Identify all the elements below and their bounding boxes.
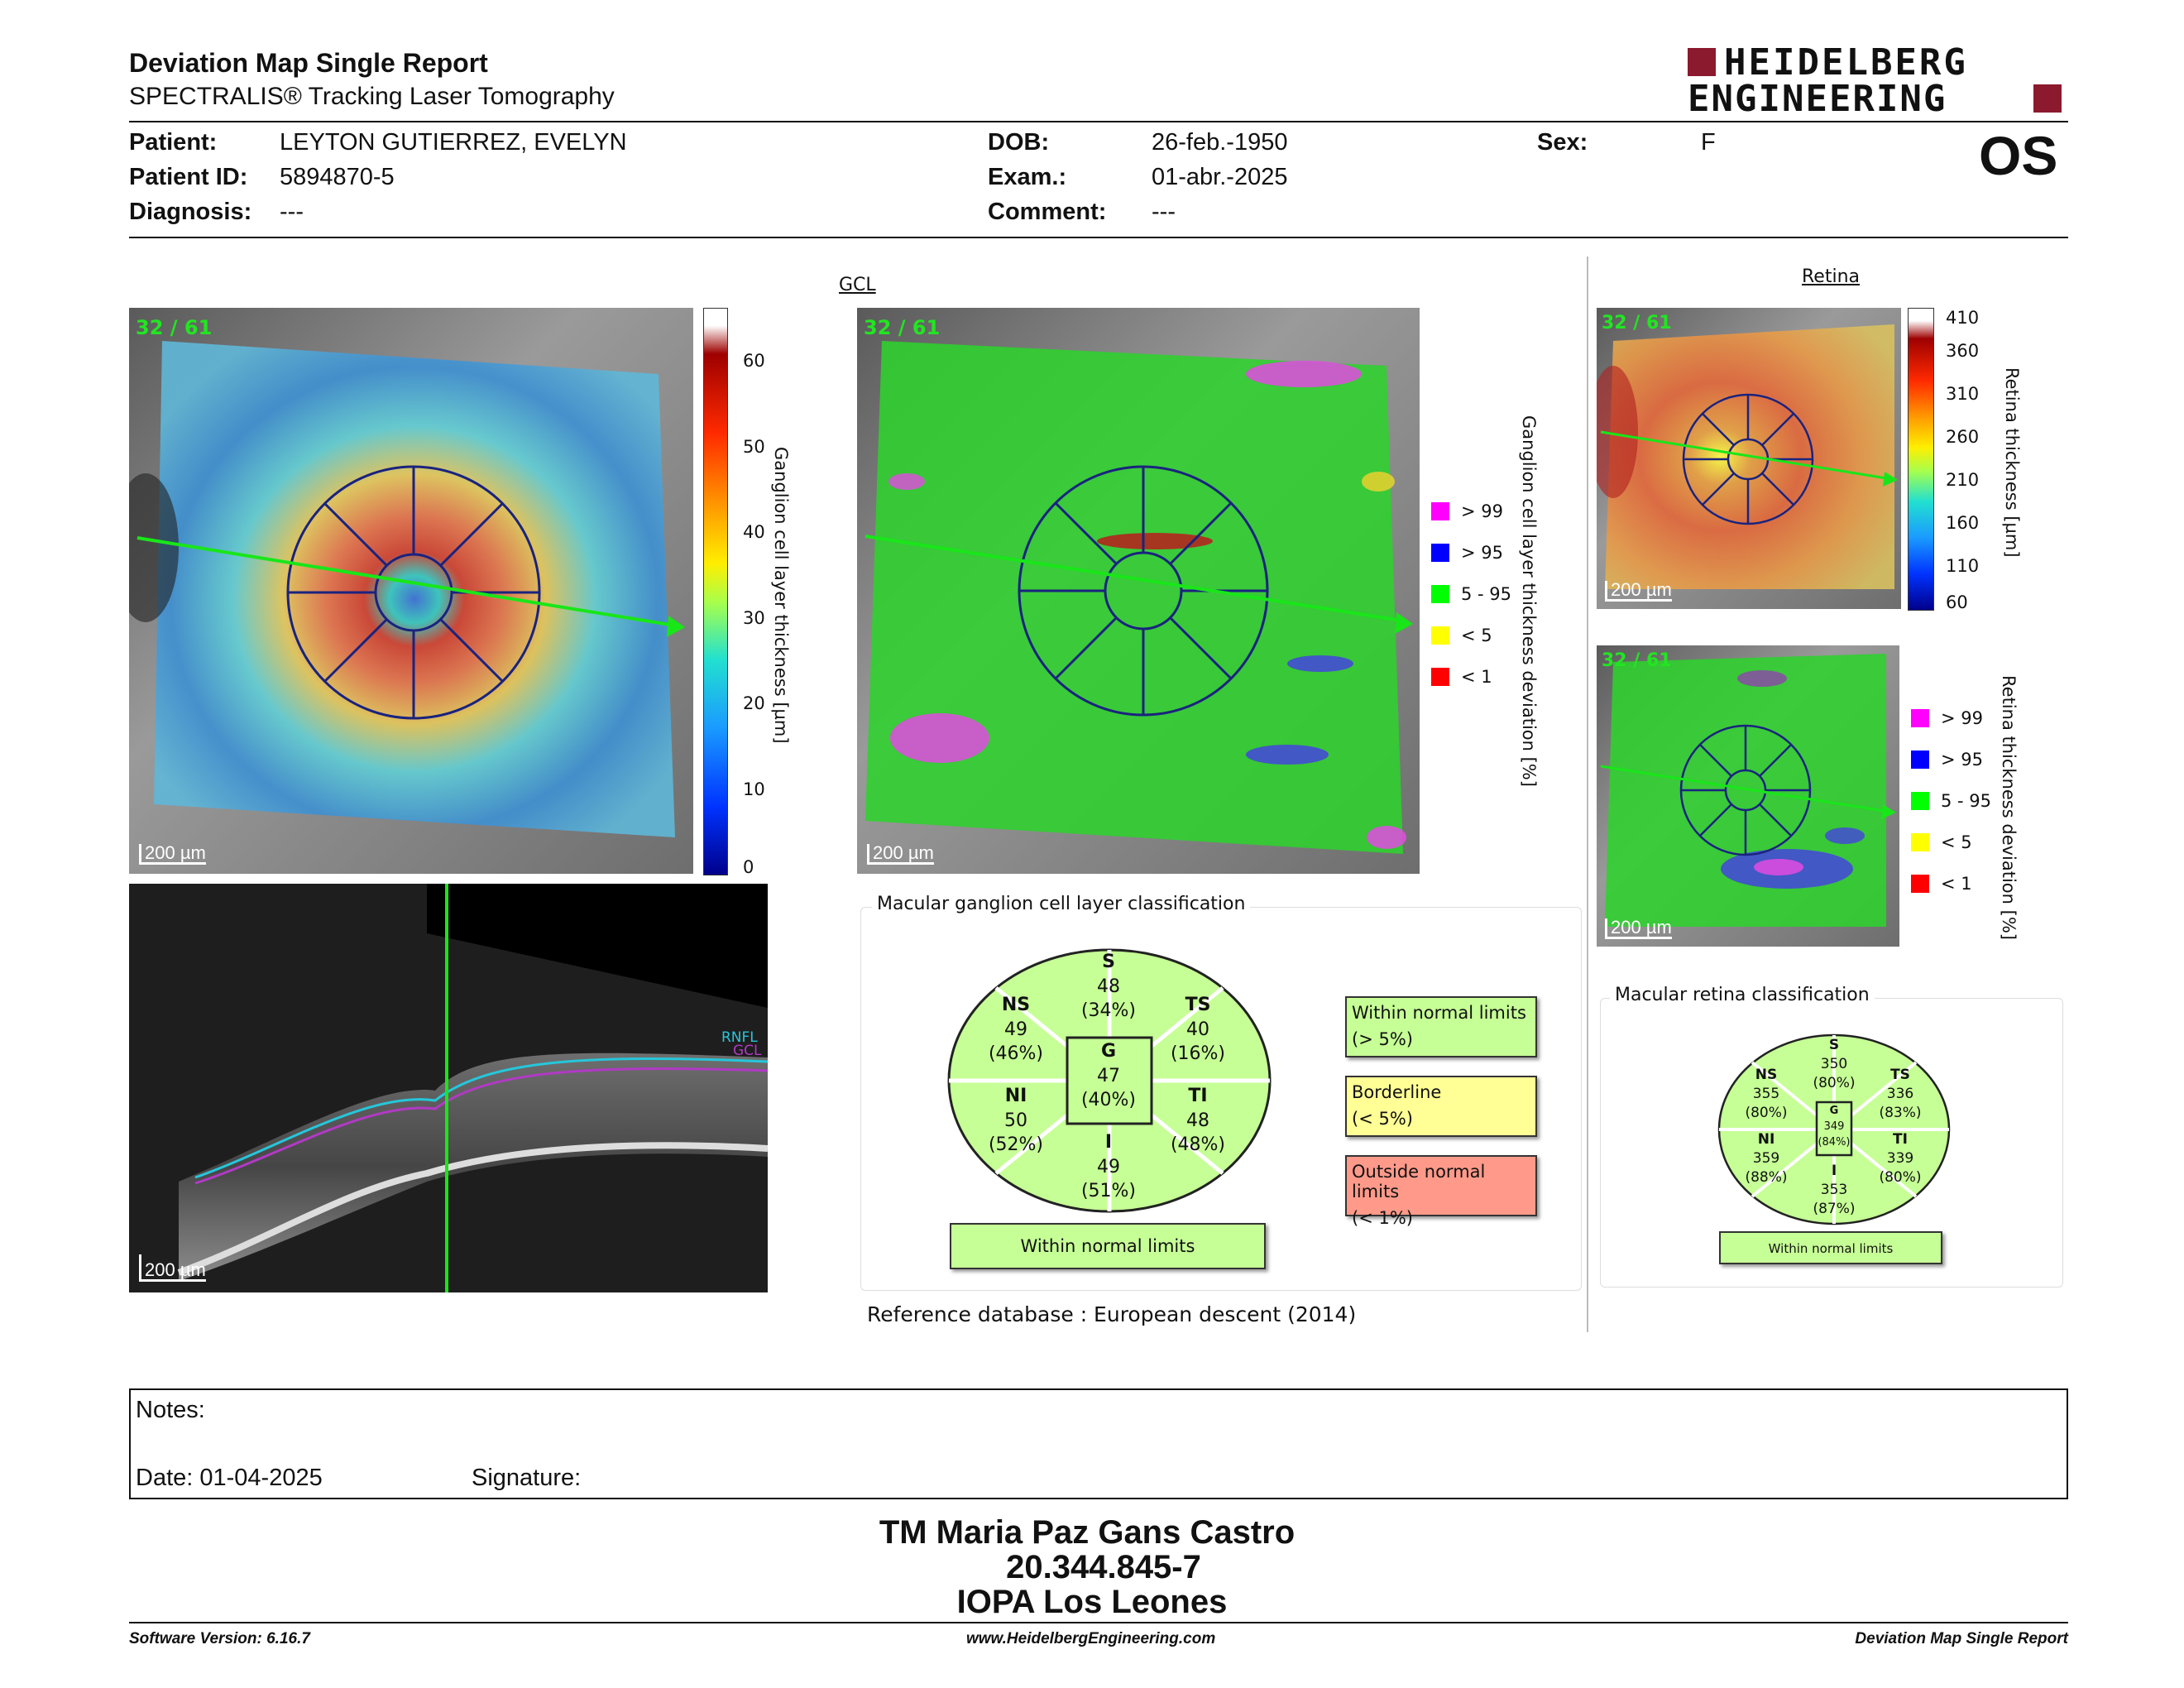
swatch	[1431, 626, 1449, 645]
legend-gt95	[1431, 543, 1503, 563]
quality-label: 32 / 61	[864, 316, 941, 339]
legend-lt1	[1431, 667, 1492, 687]
tick: 360	[1946, 341, 1980, 361]
sector-pct: (88%)	[1745, 1168, 1788, 1186]
tick: 60	[1946, 592, 1968, 612]
tick: 260	[1946, 427, 1980, 447]
swatch	[1431, 668, 1449, 686]
sector-name: NS	[1755, 1067, 1778, 1083]
patient-value: LEYTON GUTIERREZ, EVELYN	[280, 129, 627, 156]
legend-lt5	[1911, 832, 1972, 852]
sector-name: NS	[1001, 995, 1031, 1015]
sector-ti	[1871, 1130, 1929, 1187]
sector-pct: (51%)	[1080, 1181, 1137, 1202]
sector-value: 50	[1004, 1110, 1027, 1131]
retina-deviation-map	[1597, 645, 1899, 947]
header-rule	[129, 121, 2068, 122]
exam-value: 01-abr.-2025	[1152, 164, 1288, 190]
retina-classification-result: Within normal limits	[1719, 1231, 1942, 1264]
sector-ns	[975, 993, 1057, 1067]
sector-s	[1067, 950, 1150, 1024]
column-divider	[1587, 257, 1588, 1332]
quality-label: 32 / 61	[136, 316, 213, 339]
swatch	[1911, 709, 1929, 727]
gcl-classification-result: Within normal limits	[950, 1223, 1266, 1269]
sector-value: 355	[1752, 1085, 1780, 1102]
tick: 40	[743, 522, 765, 542]
sector-value: 48	[1097, 976, 1120, 997]
sex-label: Sex:	[1537, 129, 1588, 156]
scale-bar: 200 µm	[867, 844, 934, 865]
eye-label: OS	[1979, 125, 2058, 186]
logo-text-bottom: ENGINEERING	[1688, 78, 1947, 120]
gcl-deviation-axis-label: Ganglion cell layer thickness deviation [%]	[1519, 415, 1539, 787]
sector-value: 359	[1752, 1149, 1780, 1167]
sex-value: F	[1701, 129, 1716, 156]
tick: 60	[743, 351, 765, 371]
diagnosis-label: Diagnosis:	[129, 199, 252, 225]
patient-id-value: 5894870-5	[280, 164, 395, 190]
sector-name: G	[1829, 1105, 1839, 1117]
legend-text: < 1	[1461, 667, 1492, 687]
tick: 50	[743, 437, 765, 457]
legend-outside-normal	[1345, 1155, 1537, 1228]
sector-pct: (80%)	[1745, 1104, 1788, 1121]
legend-lt1	[1911, 874, 1972, 894]
sector-name: G	[1100, 1041, 1117, 1062]
heidelberg-logo	[1688, 41, 2068, 120]
scale-bar: 200 µm	[1605, 918, 1672, 939]
legend-text: 5 - 95	[1461, 584, 1512, 604]
sector-pct: (34%)	[1080, 1000, 1137, 1022]
tick: 30	[743, 608, 765, 628]
tick: 310	[1946, 384, 1980, 404]
legend-label: Borderline	[1352, 1082, 1442, 1102]
gcl-thickness-overlay	[129, 308, 693, 874]
footer-report-name: Deviation Map Single Report	[1855, 1630, 2068, 1647]
sector-ti	[1157, 1084, 1239, 1158]
sector-name: S	[1828, 1037, 1840, 1053]
sector-i	[1067, 1130, 1150, 1204]
swatch	[1911, 875, 1929, 893]
legend-5-95	[1911, 791, 1991, 811]
rnfl-tag: RNFL	[721, 1029, 758, 1046]
sector-pct: (84%)	[1818, 1135, 1851, 1149]
sector-value: 353	[1820, 1181, 1848, 1198]
legend-borderline	[1345, 1076, 1537, 1137]
sector-name: TS	[1185, 995, 1211, 1015]
sector-ts	[1871, 1066, 1929, 1123]
legend-5-95	[1431, 584, 1511, 604]
tick: 410	[1946, 308, 1980, 328]
notes-label: Notes:	[136, 1397, 205, 1423]
signatory-org: IOPA Los Leones	[956, 1584, 1228, 1620]
retina-thickness-colorbar	[1908, 308, 1934, 611]
sector-name: NI	[1004, 1086, 1027, 1106]
sector-g	[1818, 1104, 1851, 1151]
scale-bar: 200 µm	[139, 844, 206, 865]
dob-value: 26-feb.-1950	[1152, 129, 1288, 156]
swatch	[1911, 792, 1929, 810]
website-link[interactable]: www.HeidelbergEngineering.com	[966, 1630, 1216, 1647]
legend-sublabel: (< 5%)	[1352, 1109, 1413, 1129]
legend-gt99	[1911, 708, 1983, 728]
patient-rule	[129, 237, 2068, 238]
gcl-thickness-map	[129, 308, 693, 874]
gcl-thickness-colorbar	[703, 308, 728, 875]
swatch	[1431, 502, 1449, 520]
sector-name: NI	[1757, 1131, 1775, 1148]
oct-bscan	[129, 884, 768, 1292]
sector-ns	[1737, 1066, 1795, 1123]
logo-square-bottom	[2033, 84, 2062, 113]
signatory-id: 20.344.845-7	[1006, 1549, 1201, 1585]
legend-text: > 95	[1941, 750, 1983, 770]
sector-pct: (80%)	[1813, 1074, 1856, 1091]
sector-value: 40	[1186, 1019, 1209, 1040]
swatch	[1911, 833, 1929, 851]
tick: 160	[1946, 513, 1980, 533]
tick: 10	[743, 779, 765, 799]
sector-value: 339	[1886, 1149, 1914, 1167]
sector-value: 48	[1186, 1110, 1209, 1131]
legend-within-normal	[1345, 996, 1537, 1057]
reference-database: Reference database : European descent (2014)	[867, 1302, 1357, 1326]
sector-pct: (80%)	[1879, 1168, 1922, 1186]
patient-label: Patient:	[129, 129, 218, 156]
scale-bar: 200 µm	[139, 1254, 206, 1282]
gcl-section-title: GCL	[839, 275, 876, 295]
legend-label: Outside normal limits	[1352, 1162, 1486, 1201]
sector-name: TS	[1890, 1067, 1910, 1083]
sector-value: 349	[1823, 1120, 1845, 1133]
legend-text: < 5	[1941, 832, 1972, 852]
scale-bar: 200 µm	[1605, 581, 1672, 602]
comment-value: ---	[1152, 199, 1176, 225]
sector-pct: (46%)	[988, 1043, 1044, 1065]
sector-i	[1805, 1162, 1863, 1219]
sector-ni	[975, 1084, 1057, 1158]
sector-value: 350	[1820, 1055, 1848, 1072]
diagnosis-value: ---	[280, 199, 304, 225]
sector-pct: (40%)	[1080, 1090, 1137, 1111]
logo-square-top	[1688, 48, 1716, 76]
signatory-name: TM Maria Paz Gans Castro	[879, 1514, 1296, 1551]
sector-g	[1067, 1039, 1150, 1113]
gcl-tag: GCL	[733, 1043, 762, 1059]
software-version: Software Version: 6.16.7	[129, 1630, 310, 1647]
retina-deviation-axis-label: Retina thickness deviation [%]	[1999, 675, 2019, 940]
legend-gt95	[1911, 750, 1983, 770]
sector-name: TI	[1188, 1086, 1208, 1106]
retina-classification-title: Macular retina classification	[1610, 985, 1875, 1005]
sector-name: S	[1102, 952, 1115, 972]
sector-value: 49	[1097, 1156, 1120, 1177]
tick: 0	[743, 857, 754, 877]
comment-label: Comment:	[988, 199, 1107, 225]
swatch	[1431, 544, 1449, 562]
quality-label: 32 / 61	[1602, 313, 1672, 333]
exam-label: Exam.:	[988, 164, 1067, 190]
sector-ts	[1157, 993, 1239, 1067]
sector-name: TI	[1893, 1131, 1908, 1148]
tick: 20	[743, 693, 765, 713]
sector-ni	[1737, 1130, 1795, 1187]
retina-thickness-ticks	[1946, 308, 1987, 612]
report-title: Deviation Map Single Report	[129, 48, 488, 78]
gcl-thickness-axis-label: Ganglion cell layer thickness [µm]	[771, 447, 791, 744]
legend-label: Within normal limits	[1352, 1003, 1526, 1023]
tick: 210	[1946, 470, 1980, 490]
scan-position-line	[445, 884, 448, 1292]
gcl-deviation-map	[857, 308, 1420, 874]
retina-thickness-map	[1597, 308, 1901, 609]
footer-rule	[129, 1622, 2068, 1623]
legend-text: > 99	[1941, 708, 1983, 728]
sector-pct: (16%)	[1170, 1043, 1226, 1065]
swatch	[1431, 585, 1449, 603]
gcl-deviation-overlay	[857, 308, 1420, 874]
sector-value: 47	[1097, 1065, 1120, 1086]
patient-id-label: Patient ID:	[129, 164, 248, 190]
sector-name: I	[1831, 1163, 1837, 1179]
swatch	[1911, 750, 1929, 769]
sector-pct: (52%)	[988, 1134, 1044, 1156]
tick: 110	[1946, 556, 1980, 576]
sector-value: 336	[1886, 1085, 1914, 1102]
sector-name: I	[1104, 1132, 1113, 1153]
notes-box[interactable]	[129, 1388, 2068, 1499]
legend-text: < 5	[1461, 626, 1492, 645]
legend-gt99	[1431, 501, 1503, 521]
sector-pct: (87%)	[1813, 1200, 1856, 1217]
legend-sublabel: (> 5%)	[1352, 1029, 1413, 1049]
quality-label: 32 / 61	[1602, 650, 1672, 671]
gcl-classification-title: Macular ganglion cell layer classification	[872, 894, 1250, 914]
retina-section-title: Retina	[1802, 266, 1860, 287]
sector-pct: (48%)	[1170, 1134, 1226, 1156]
sector-s	[1805, 1036, 1863, 1093]
legend-text: < 1	[1941, 874, 1972, 894]
sector-value: 49	[1004, 1019, 1027, 1040]
legend-lt5	[1431, 626, 1492, 645]
logo-text-top: HEIDELBERG	[1724, 41, 1968, 84]
retina-deviation-overlay	[1597, 645, 1899, 947]
sector-pct: (83%)	[1879, 1104, 1922, 1121]
dob-label: DOB:	[988, 129, 1050, 156]
date-label: Date: 01-04-2025	[136, 1465, 323, 1491]
legend-text: > 99	[1461, 501, 1503, 521]
legend-sublabel: (< 1%)	[1352, 1208, 1413, 1228]
retina-thickness-axis-label: Retina thickness [µm]	[2002, 367, 2022, 558]
report-subtitle: SPECTRALIS® Tracking Laser Tomography	[129, 83, 615, 110]
legend-text: > 95	[1461, 543, 1503, 563]
legend-text: 5 - 95	[1941, 791, 1992, 811]
oct-bscan-layers	[129, 884, 768, 1292]
signature-label: Signature:	[472, 1465, 582, 1491]
retina-thickness-overlay	[1597, 308, 1901, 609]
